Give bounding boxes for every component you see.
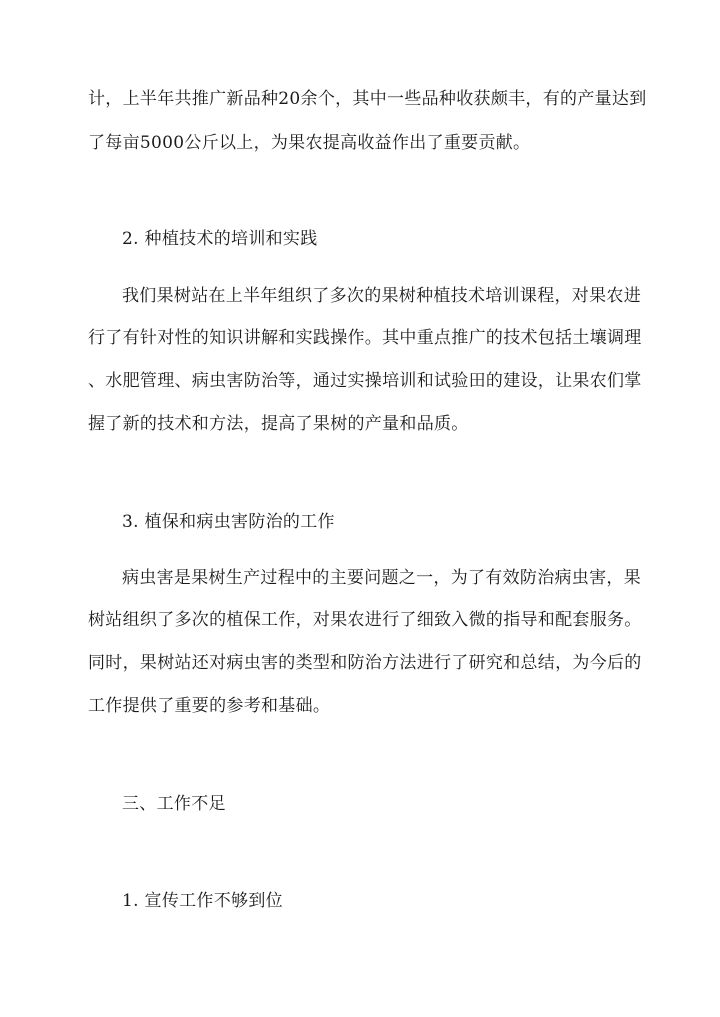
paragraph-line: 、水肥管理、病虫害防治等，通过实操培训和试验田的建设，让果农们掌 bbox=[88, 371, 642, 391]
paragraph-line: 我们果树站在上半年组织了多次的果树种植技术培训课程，对果农进 bbox=[122, 286, 641, 306]
chapter-heading: 三、工作不足 bbox=[122, 794, 226, 814]
paragraph-line: 了每亩5000公斤以上，为果农提高收益作出了重要贡献。 bbox=[88, 133, 531, 153]
paragraph-line: 计，上半年共推广新品种20余个，其中一些品种收获颇丰，有的产量达到 bbox=[88, 89, 647, 109]
section-heading: 2. 种植技术的培训和实践 bbox=[122, 229, 318, 249]
section-heading: 1. 宣传工作不够到位 bbox=[122, 891, 283, 911]
paragraph-line: 病虫害是果树生产过程中的主要问题之一，为了有效防治病虫害，果 bbox=[122, 568, 641, 588]
paragraph-line: 握了新的技术和方法，提高了果树的产量和品质。 bbox=[88, 414, 469, 434]
paragraph-line: 树站组织了多次的植保工作，对果农进行了细致入微的指导和配套服务。 bbox=[88, 610, 642, 630]
paragraph-line: 行了有针对性的知识讲解和实践操作。其中重点推广的技术包括土壤调理 bbox=[88, 328, 642, 348]
paragraph-line: 同时，果树站还对病虫害的类型和防治方法进行了研究和总结，为今后的 bbox=[88, 653, 642, 673]
section-heading: 3. 植保和病虫害防治的工作 bbox=[122, 512, 335, 532]
paragraph-line: 工作提供了重要的参考和基础。 bbox=[88, 696, 331, 716]
